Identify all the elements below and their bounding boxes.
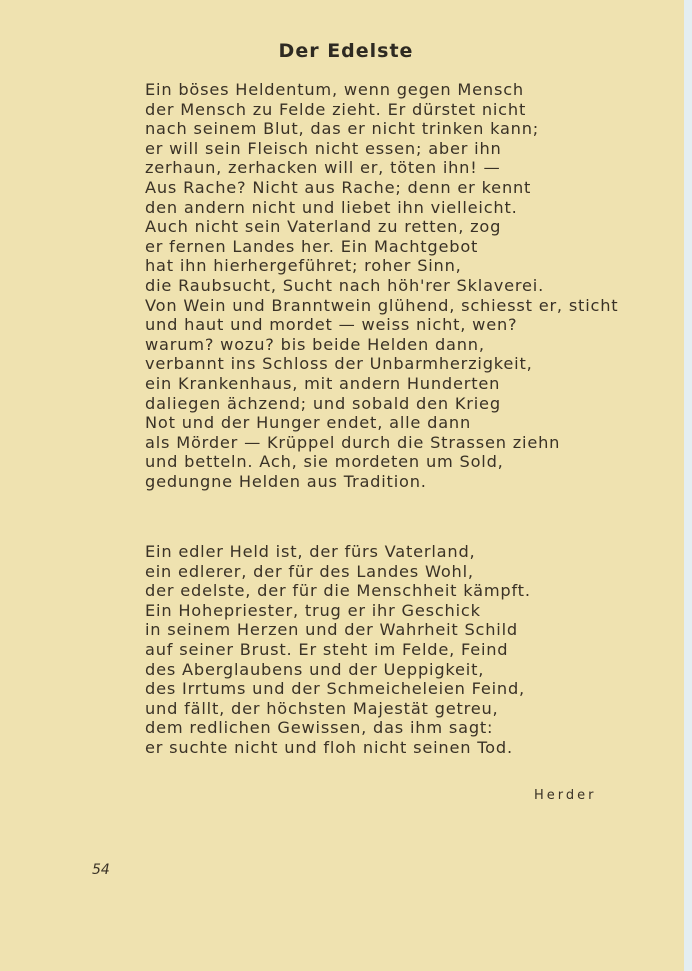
poem-line: des Irrtums und der Schmeicheleien Feind, — [145, 679, 525, 699]
poem-line: Auch nicht sein Vaterland zu retten, zog — [145, 217, 502, 237]
stanza-1 — [145, 80, 665, 491]
poem-line: Ein Hohepriester, trug er ihr Geschick — [145, 600, 481, 620]
poem-line: Aus Rache? Nicht aus Rache; denn er kennt — [145, 177, 532, 197]
poem-line: des Aberglaubens und der Ueppigkeit, — [145, 659, 485, 679]
poem-line: er suchte nicht und floh nicht seinen Tod. — [145, 737, 513, 757]
poem-line: den andern nicht und liebet ihn vielleicht. — [145, 197, 518, 217]
poem-line: auf seiner Brust. Er steht im Felde, Feind — [145, 639, 509, 659]
poem-line: Not und der Hunger endet, alle dann — [145, 413, 472, 433]
poem-line: ein Krankenhaus, mit andern Hunderten — [145, 373, 501, 393]
poem-line: und betteln. Ach, sie mordeten um Sold, — [145, 452, 504, 472]
poem-line: hat ihn hierhergeführet; roher Sinn, — [145, 256, 462, 276]
poem-line: der edelste, der für die Menschheit kämpft. — [145, 581, 531, 601]
poem-line: als Mörder — Krüppel durch die Strassen ziehn — [145, 432, 561, 452]
poem-line: verbannt ins Schloss der Unbarmherzigkeit, — [145, 354, 533, 374]
poem-line: Ein böses Heldentum, wenn gegen Mensch — [145, 80, 524, 99]
poem-line: und haut und mordet — weiss nicht, wen? — [145, 315, 518, 335]
poem-line: nach seinem Blut, das er nicht trinken kann; — [145, 119, 540, 139]
poem-line: Ein edler Held ist, der fürs Vaterland, — [145, 542, 476, 561]
poem-line: und fällt, der höchsten Majestät getreu, — [145, 698, 499, 718]
poem-line: die Raubsucht, Sucht nach höh'rer Sklaverei. — [145, 275, 545, 295]
poem-line: der Mensch zu Felde zieht. Er dürstet nicht — [145, 99, 527, 119]
poem-line: er fernen Landes her. Ein Machtgebot — [145, 236, 479, 256]
poem-line: in seinem Herzen und der Wahrheit Schild — [145, 620, 518, 640]
poem-line: dem redlichen Gewissen, das ihm sagt: — [145, 718, 494, 738]
page-edge — [684, 0, 692, 971]
poem-title: Der Edelste — [278, 40, 414, 62]
stanza-2 — [145, 542, 665, 758]
poem-line: er will sein Fleisch nicht essen; aber ihn — [145, 138, 502, 158]
poem-line: daliegen ächzend; und sobald den Krieg — [145, 393, 501, 413]
poem-line: zerhaun, zerhacken will er, töten ihn! — — [145, 158, 501, 178]
poem-line: gedungne Helden aus Tradition. — [145, 471, 427, 491]
poem-author: Herder — [534, 788, 597, 803]
poem-line: warum? wozu? bis beide Helden dann, — [145, 334, 485, 354]
page-number: 54 — [92, 862, 110, 878]
poem-line: Von Wein und Branntwein glühend, schiesst er, sticht — [145, 295, 619, 315]
poem-line: ein edlerer, der für des Landes Wohl, — [145, 561, 474, 581]
